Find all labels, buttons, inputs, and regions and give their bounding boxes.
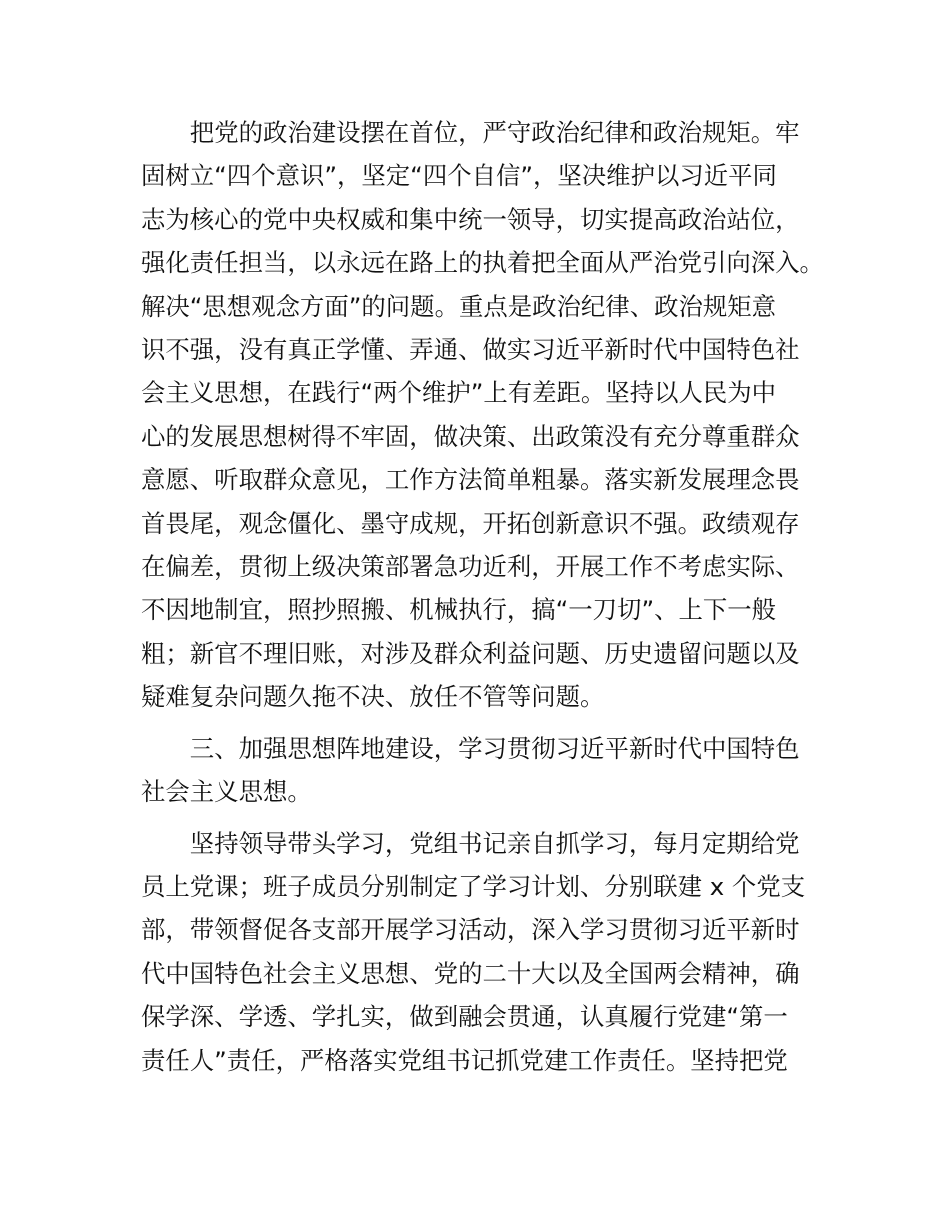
text-line: 代中国特色社会主义思想、党的二十大以及全国两会精神，确 xyxy=(141,958,800,988)
text-line: 固树立“四个意识”，坚定“四个自信”，坚决维护以习近平同 xyxy=(141,161,777,191)
text-line: 部，带领督促各支部开展学习活动，深入学习贯彻习近平新时 xyxy=(141,915,800,945)
paragraph-leadership-study xyxy=(141,822,821,1082)
text-line: 社会主义思想。 xyxy=(141,777,312,807)
text-line: 首畏尾，观念僵化、墨守成规，开拓创新意识不强。政绩观存 xyxy=(141,508,800,538)
text-line: 在偏差，贯彻上级决策部署急功近利，开展工作不考虑实际、 xyxy=(141,552,800,582)
text-line: 保学深、学透、学扎实，做到融会贯通，认真履行党建“第一 xyxy=(141,1002,788,1032)
text-line: 疑难复杂问题久拖不决、放任不管等问题。 xyxy=(141,682,605,712)
section-heading-three xyxy=(141,727,821,814)
text-line: 志为核心的党中央权威和集中统一领导，切实提高政治站位， xyxy=(141,204,800,234)
text-line: 粗；新官不理旧账，对涉及群众利益问题、历史遗留问题以及 xyxy=(141,638,800,668)
text-line: 解决“思想观念方面”的问题。重点是政治纪律、政治规矩意 xyxy=(141,291,777,321)
text-line: 识不强，没有真正学懂、弄通、做实习近平新时代中国特色社 xyxy=(141,335,800,365)
text-line: 会主义思想，在践行“两个维护”上有差距。坚持以人民为中 xyxy=(141,378,777,408)
text-line: 员上党课；班子成员分别制定了学习计划、分别联建 x 个党支 xyxy=(141,871,806,901)
text-line: 坚持领导带头学习，党组书记亲自抓学习，每月定期给党 xyxy=(189,828,800,858)
text-line: 责任人”责任，严格落实党组书记抓党建工作责任。坚持把党 xyxy=(141,1045,788,1075)
paragraph-political-construction xyxy=(141,111,824,719)
text-line: 心的发展思想树得不牢固，做决策、出政策没有充分尊重群众 xyxy=(141,421,800,451)
document-body xyxy=(141,111,824,1082)
text-line: 把党的政治建设摆在首位，严守政治纪律和政治规矩。牢 xyxy=(189,118,800,147)
text-line: 三、加强思想阵地建设，学习贯彻习近平新时代中国特色 xyxy=(189,733,800,763)
text-line: 意愿、听取群众意见，工作方法简单粗暴。落实新发展理念畏 xyxy=(141,465,800,495)
text-line: 不因地制宜，照抄照搬、机械执行，搞“一刀切”、上下一般 xyxy=(141,595,777,625)
text-line: 强化责任担当，以永远在路上的执着把全面从严治党引向深入。 xyxy=(141,248,824,278)
